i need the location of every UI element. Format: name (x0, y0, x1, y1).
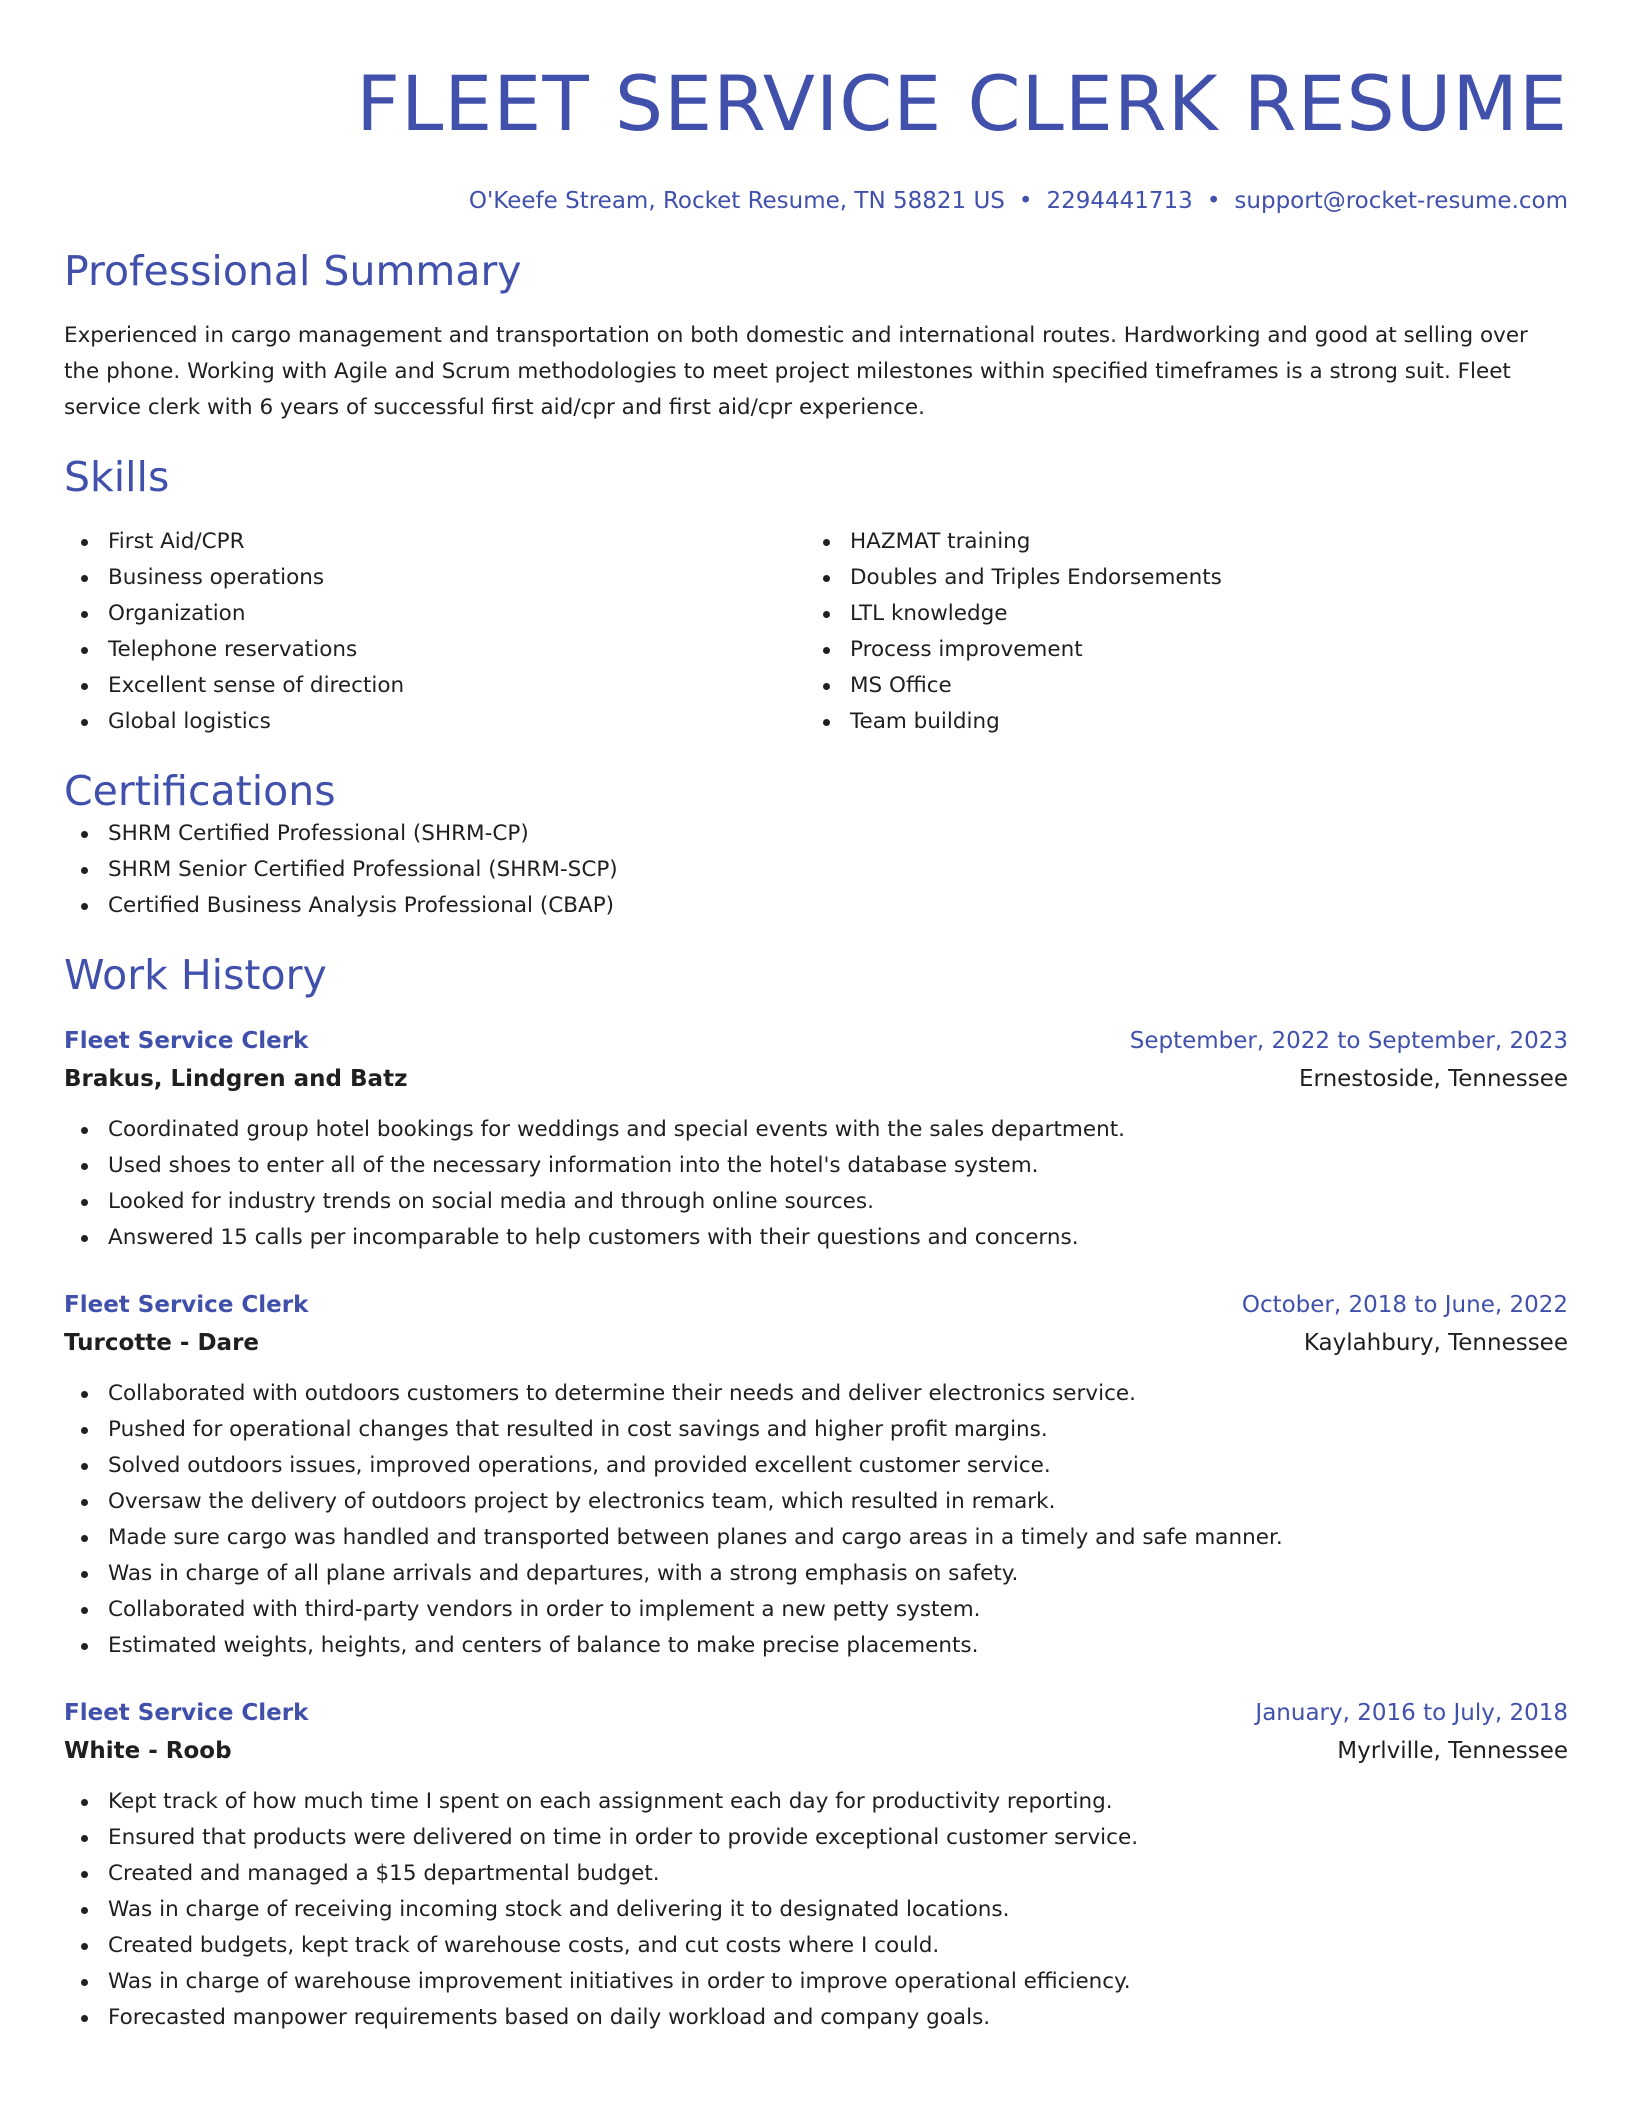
job-title: Fleet Service Clerk (64, 1292, 309, 1318)
job-duty-item: Kept track of how much time I spent on each assignment each day for productivity reporting. (64, 1784, 1568, 1820)
skill-item: Doubles and Triples Endorsements (806, 560, 1548, 596)
job-title: Fleet Service Clerk (64, 1700, 309, 1726)
job-duty-item: Collaborated with outdoors customers to determine their needs and deliver electronics service. (64, 1376, 1568, 1412)
skill-item: HAZMAT training (806, 524, 1548, 560)
contact-address: O'Keefe Stream, Rocket Resume, TN 58821 US (468, 188, 1005, 214)
job-company-row (64, 1060, 1568, 1098)
skill-item: MS Office (806, 668, 1548, 704)
skill-item: Business operations (64, 560, 806, 596)
job-header-row (64, 1022, 1568, 1060)
job-duty-item: Looked for industry trends on social media and through online sources. (64, 1184, 1568, 1220)
job-duty-item: Was in charge of warehouse improvement initiatives in order to improve operational efficiency. (64, 1964, 1568, 2000)
skill-item: First Aid/CPR (64, 524, 806, 560)
job-duty-item: Oversaw the delivery of outdoors project by electronics team, which resulted in remark. (64, 1484, 1568, 1520)
contact-separator: • (1018, 188, 1033, 214)
job-duty-item: Estimated weights, heights, and centers of balance to make precise placements. (64, 1628, 1568, 1664)
job-duty-item: Made sure cargo was handled and transported between planes and cargo areas in a timely and safe manner. (64, 1520, 1568, 1556)
job-duties-list (64, 1784, 1568, 2036)
contact-separator: • (1206, 188, 1221, 214)
job-duties-list (64, 1376, 1568, 1664)
skill-item: Team building (806, 704, 1548, 740)
contact-email: support@rocket-resume.com (1234, 188, 1568, 214)
job-location: Kaylahbury, Tennessee (1303, 1330, 1568, 1356)
job-dates: October, 2018 to June, 2022 (1241, 1292, 1568, 1318)
job-title: Fleet Service Clerk (64, 1028, 309, 1054)
job-company: Turcotte - Dare (64, 1330, 260, 1356)
job-entry (64, 1286, 1568, 1664)
job-entry (64, 1694, 1568, 2036)
skill-item: Global logistics (64, 704, 806, 740)
skills-right-list (806, 524, 1548, 740)
job-header-row (64, 1694, 1568, 1732)
work-history-heading: Work History (64, 951, 327, 999)
summary-heading: Professional Summary (64, 247, 522, 295)
job-duty-item: Collaborated with third-party vendors in order to implement a new petty system. (64, 1592, 1568, 1628)
certification-item: SHRM Senior Certified Professional (SHRM-SCP) (64, 852, 1568, 888)
job-duty-item: Pushed for operational changes that resulted in cost savings and higher profit margins. (64, 1412, 1568, 1448)
contact-line (64, 186, 1568, 216)
summary-text: Experienced in cargo management and transportation on both domestic and international routes. Hardworking and good at selling over the phone. Working with Agile and Scrum methodologies to meet project milestones within specified timeframes is a strong suit. Fleet service clerk with 6 years of successful first aid/cpr and first aid/cpr experience. (64, 323, 1528, 420)
skills-columns (64, 524, 1568, 740)
certifications-heading: Certifications (64, 767, 336, 815)
skill-item: Excellent sense of direction (64, 668, 806, 704)
job-dates: January, 2016 to July, 2018 (1255, 1700, 1568, 1726)
job-duty-item: Used shoes to enter all of the necessary information into the hotel's database system. (64, 1148, 1568, 1184)
skill-item: LTL knowledge (806, 596, 1548, 632)
job-duty-item: Answered 15 calls per incomparable to help customers with their questions and concerns. (64, 1220, 1568, 1256)
certification-item: Certified Business Analysis Professional (CBAP) (64, 888, 1568, 924)
job-duty-item: Created budgets, kept track of warehouse costs, and cut costs where I could. (64, 1928, 1568, 1964)
job-entry (64, 1022, 1568, 1256)
job-dates: September, 2022 to September, 2023 (1129, 1028, 1568, 1054)
job-company: Brakus, Lindgren and Batz (64, 1066, 408, 1092)
resume-title: FLEET SERVICE CLERK RESUME (356, 59, 1568, 148)
job-duty-item: Forecasted manpower requirements based on daily workload and company goals. (64, 2000, 1568, 2036)
skills-left-list (64, 524, 806, 740)
skill-item: Process improvement (806, 632, 1548, 668)
skill-item: Organization (64, 596, 806, 632)
certification-item: SHRM Certified Professional (SHRM-CP) (64, 816, 1568, 852)
skills-heading: Skills (64, 453, 170, 501)
job-duty-item: Was in charge of all plane arrivals and departures, with a strong emphasis on safety. (64, 1556, 1568, 1592)
job-duty-item: Solved outdoors issues, improved operations, and provided excellent customer service. (64, 1448, 1568, 1484)
job-duty-item: Coordinated group hotel bookings for weddings and special events with the sales department. (64, 1112, 1568, 1148)
job-location: Ernestoside, Tennessee (1299, 1066, 1568, 1092)
job-company-row (64, 1732, 1568, 1770)
job-duties-list (64, 1112, 1568, 1256)
certifications-list (64, 816, 1568, 924)
job-company-row (64, 1324, 1568, 1362)
job-duty-item: Created and managed a $15 departmental budget. (64, 1856, 1568, 1892)
job-location: Myrlville, Tennessee (1337, 1738, 1568, 1764)
contact-phone: 2294441713 (1046, 188, 1193, 214)
job-header-row (64, 1286, 1568, 1324)
job-company: White - Roob (64, 1738, 232, 1764)
skill-item: Telephone reservations (64, 632, 806, 668)
job-duty-item: Was in charge of receiving incoming stock and delivering it to designated locations. (64, 1892, 1568, 1928)
job-duty-item: Ensured that products were delivered on time in order to provide exceptional customer service. (64, 1820, 1568, 1856)
